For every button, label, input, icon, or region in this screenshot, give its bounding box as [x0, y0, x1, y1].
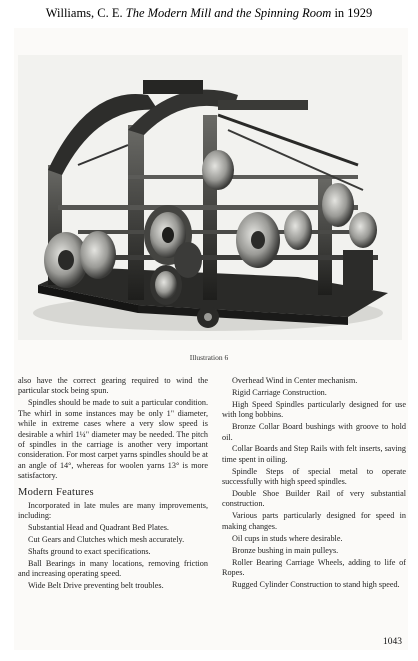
- spinning-mule-illustration: [18, 55, 402, 340]
- feature-item: Substantial Head and Quadrant Bed Plates.: [28, 523, 169, 533]
- feature-item: Ball Bearings in many locations, removing friction and increasing operating speed.: [18, 559, 208, 579]
- feature-item: Rigid Carriage Construction.: [232, 387, 327, 397]
- feature-item: Bronze Collar Board bushings with groove to hold oil.: [222, 422, 406, 442]
- header-year: in 1929: [334, 6, 373, 20]
- header-title: The Modern Mill and the Spinning Room: [125, 6, 332, 20]
- page-header: [0, 6, 418, 21]
- right-column: [222, 376, 406, 592]
- figure-caption: Illustration 6: [189, 353, 229, 362]
- page-number: 1043: [383, 637, 402, 647]
- feature-item: Bronze bushing in main pulleys.: [232, 545, 339, 555]
- machine-photograph: [18, 55, 402, 340]
- feature-item: Various parts particularly designed for speed in making changes.: [222, 511, 406, 531]
- feature-item: Shafts ground to exact specifications.: [28, 547, 151, 557]
- feature-item: Wide Belt Drive preventing belt troubles.: [28, 581, 164, 591]
- feature-item: Overhead Wind in Center mechanism.: [232, 376, 358, 385]
- feature-item: High Speed Spindles particularly designed for use with long bobbins.: [222, 399, 406, 420]
- feature-item: Collar Boards and Step Rails with felt inserts, saving time spent in oiling.: [222, 444, 406, 464]
- feature-item: Cut Gears and Clutches which mesh accurately.: [28, 535, 185, 545]
- feature-item: Spindle Steps of special metal to operate successfully with high speed spindles.: [222, 466, 406, 487]
- paragraph: also have the correct gearing required to wind the particular stock being spun.: [18, 376, 208, 396]
- feature-item: Rugged Cylinder Construction to stand high speed.: [232, 579, 400, 589]
- left-column: [18, 376, 208, 593]
- feature-item: Double Shoe Builder Rail of very substantial construction.: [222, 489, 406, 509]
- paragraph: Spindles should be made to suit a particular condition. The whirl in some instances may be only 1" diameter, while in extreme cases where a very slow speed is desirable a whirl 1¼" diameter may be needed. The pitch of spindles in the carriage is another very important consideration. For most carpet yarns spindles should be at an angle of 14°, whereas for woolen yarns 13° is more satisfactory.: [18, 398, 208, 481]
- feature-item: Oil cups in studs where desirable.: [232, 533, 343, 543]
- feature-intro: Incorporated in late mules are many improvements, including:: [18, 500, 208, 521]
- section-title: Modern Features: [18, 486, 94, 498]
- header-author: Williams, C. E.: [45, 6, 123, 20]
- feature-item: Roller Bearing Carriage Wheels, adding to life of Ropes.: [222, 557, 406, 577]
